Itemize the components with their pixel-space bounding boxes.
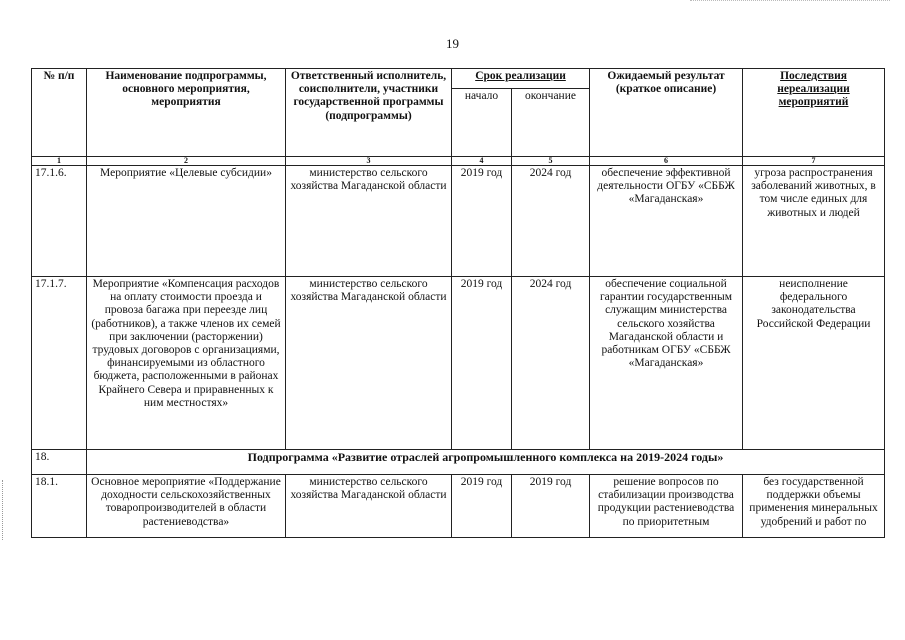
column-number: 6	[590, 157, 743, 166]
column-number: 4	[452, 157, 512, 166]
faint-header-mark	[690, 0, 890, 7]
row-consequences: угроза распространения заболеваний животных, в том числе единых для животных и людей	[743, 166, 885, 277]
table-row	[32, 475, 885, 538]
header-consequences: Последствия нереализации мероприятий	[743, 69, 885, 157]
row-num: 17.1.6.	[32, 166, 87, 277]
column-number: 3	[286, 157, 452, 166]
row-end: 2024 год	[512, 166, 590, 277]
row-responsible: министерство сельского хозяйства Магаданской области	[286, 475, 452, 538]
header-responsible: Ответственный исполнитель, соисполнители, участники государственной программы (подпрограммы)	[286, 69, 452, 157]
page-number: 19	[446, 36, 459, 51]
row-num: 17.1.7.	[32, 277, 87, 450]
table-row	[32, 166, 885, 277]
header-num: № п/п	[32, 69, 87, 157]
header-term: Срок реализации	[452, 69, 590, 89]
row-result: решение вопросов по стабилизации производства продукции растениеводства по приоритетным	[590, 475, 743, 538]
subprogram-title: Подпрограмма «Развитие отраслей агропромышленного комплекса на 2019-2024 годы»	[87, 450, 885, 475]
subprogram-row	[32, 450, 885, 475]
row-name: Основное мероприятие «Поддержание доходности сельскохозяйственных товаропроизводителей в области растениеводства»	[87, 475, 286, 538]
header-name: Наименование подпрограммы, основного мероприятия, мероприятия	[87, 69, 286, 157]
column-number: 7	[743, 157, 885, 166]
row-name: Мероприятие «Компенсация расходов на оплату стоимости проезда и провоза багажа при переезде лиц (работников), а также членов их семей при заключении (расторжении) трудовых договоров с организациями, финансируемыми из областного бюджета, расположенными в районах Крайнего Севера и приравненных к ним местностях»	[87, 277, 286, 450]
header-start: начало	[452, 89, 512, 157]
column-number: 5	[512, 157, 590, 166]
row-result: обеспечение социальной гарантии государственным служащим министерства сельского хозяйства Магаданской области и работникам ОГБУ «СББЖ «Магаданская»	[590, 277, 743, 450]
table-row	[32, 277, 885, 450]
column-number-row	[32, 157, 885, 166]
program-table	[31, 68, 885, 538]
row-end: 2024 год	[512, 277, 590, 450]
row-start: 2019 год	[452, 277, 512, 450]
header-result: Ожидаемый результат (краткое описание)	[590, 69, 743, 157]
header-end: окончание	[512, 89, 590, 157]
column-number: 2	[87, 157, 286, 166]
row-responsible: министерство сельского хозяйства Магаданской области	[286, 277, 452, 450]
margin-mark	[2, 480, 6, 540]
row-start: 2019 год	[452, 475, 512, 538]
row-consequences: без государственной поддержки объемы применения минеральных удобрений и работ по	[743, 475, 885, 538]
row-name: Мероприятие «Целевые субсидии»	[87, 166, 286, 277]
row-num: 18.1.	[32, 475, 87, 538]
row-start: 2019 год	[452, 166, 512, 277]
row-result: обеспечение эффективной деятельности ОГБУ «СББЖ «Магаданская»	[590, 166, 743, 277]
row-end: 2019 год	[512, 475, 590, 538]
column-number: 1	[32, 157, 87, 166]
row-responsible: министерство сельского хозяйства Магаданской области	[286, 166, 452, 277]
subprogram-num: 18.	[32, 450, 87, 475]
row-consequences: неисполнение федерального законодательства Российской Федерации	[743, 277, 885, 450]
